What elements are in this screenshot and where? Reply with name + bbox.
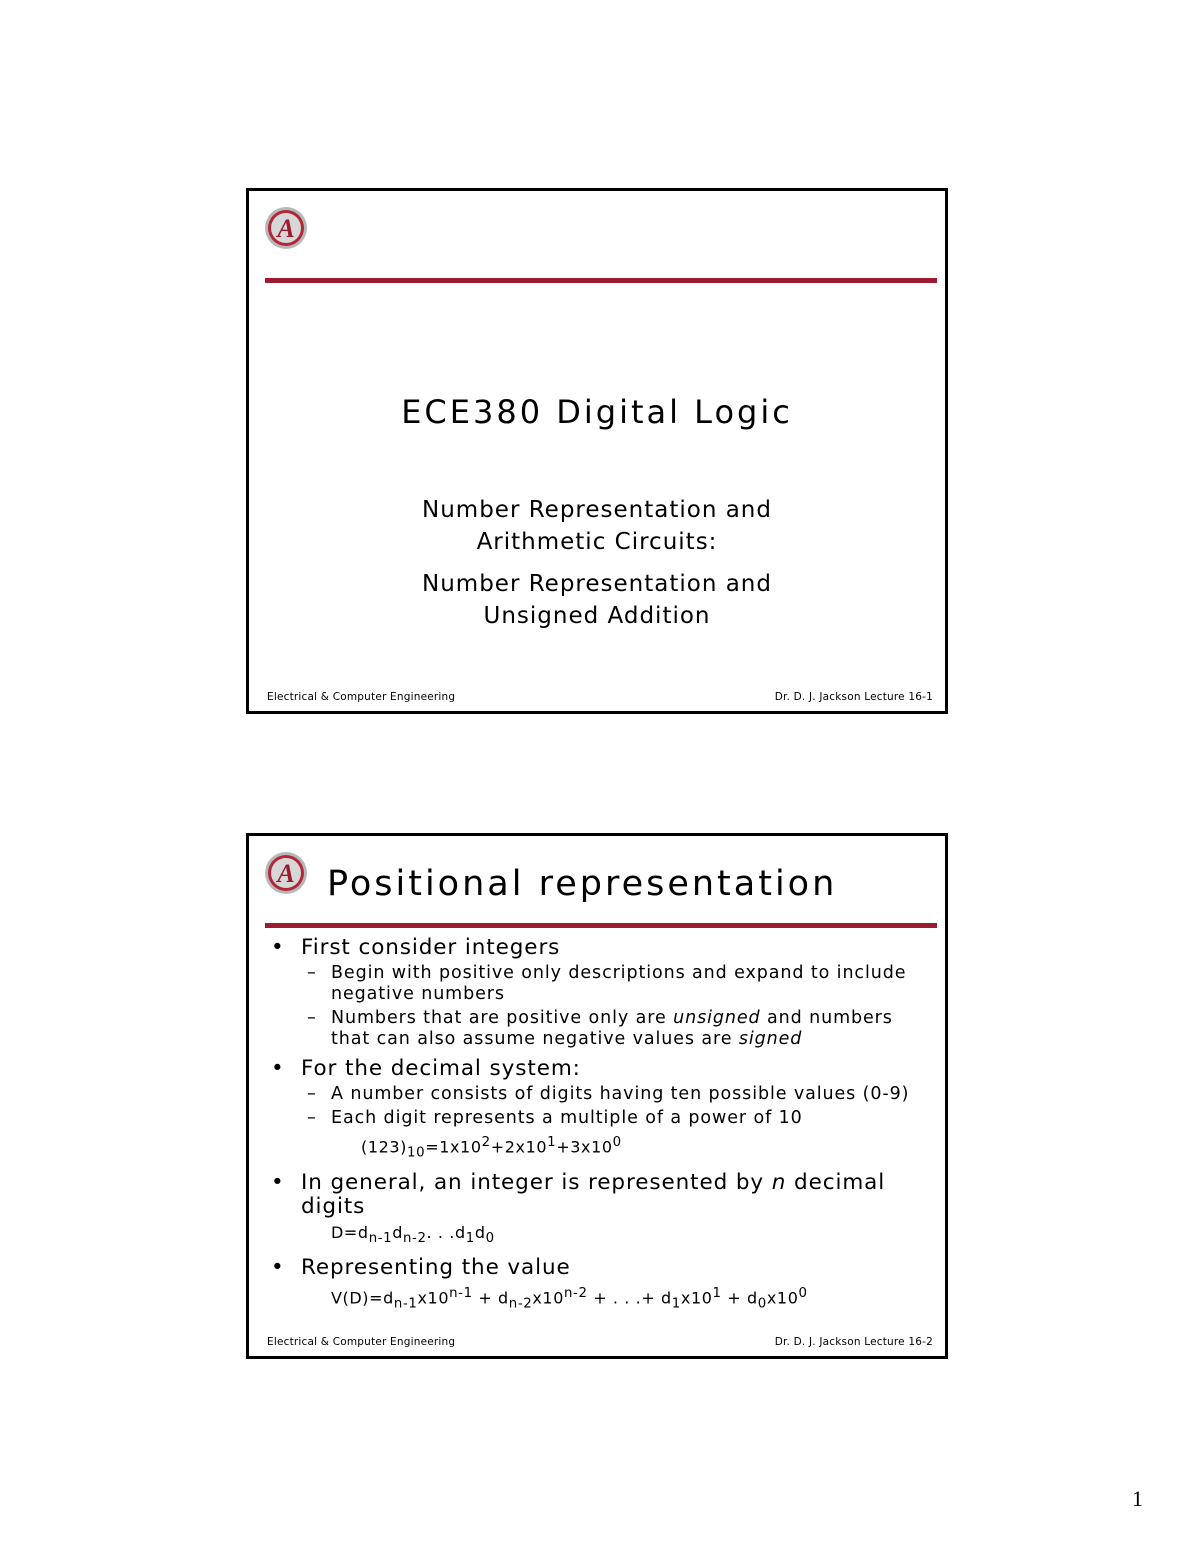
- footer-department: Electrical & Computer Engineering: [267, 1336, 456, 1348]
- bullet-representing-value: • Representing the value: [271, 1254, 571, 1280]
- slide-title: Positional representation: [327, 864, 838, 904]
- equation-value: $V(D)=d_{n-1}x10^{n-1} + d_{n-2}x10^{n-2}$ + . . .+ $d_1x10^1 + d_0x10^0$: [331, 1285, 808, 1312]
- university-logo-icon: [263, 205, 309, 251]
- slide-2: [246, 833, 948, 1359]
- slide-title: ECE380 Digital Logic: [401, 393, 793, 431]
- sub-bullet: – Each digit represents a multiple of a power of 10: [307, 1108, 803, 1128]
- title-divider: [265, 278, 937, 283]
- equation-digits: $D=d_{n-1}d_{n-2}$. . $.d_1d_0$: [331, 1222, 495, 1246]
- slide-1: [246, 188, 948, 714]
- bullet-general-integer: • In general, an integer is represented by n decimal digits: [271, 1169, 886, 1219]
- bullet-integers: • First consider integers: [271, 935, 561, 960]
- slide-subtitle-b: Number Representation and Unsigned Addition: [422, 571, 772, 629]
- slide-subtitle-a: Number Representation and Arithmetic Circuits:: [422, 497, 772, 555]
- page-number: 1: [1132, 1486, 1143, 1511]
- title-divider: [265, 923, 937, 928]
- slide-body: [271, 936, 925, 1317]
- footer-department: Electrical & Computer Engineering: [267, 691, 456, 703]
- svg-text:A: A: [277, 859, 295, 888]
- footer-lecture: Dr. D. J. Jackson Lecture 16-2: [774, 1336, 933, 1348]
- equation-example: $(123)_{10}=1x10^2+2x10^1+3x10^0$: [361, 1135, 622, 1161]
- sub-bullet: – Numbers that are positive only are unsigned and numbers that can also assume negative values are signed: [307, 1008, 893, 1049]
- sub-bullet: – Begin with positive only descriptions and expand to include negative numbers: [307, 963, 907, 1004]
- svg-text:A: A: [277, 214, 295, 243]
- footer-lecture: Dr. D. J. Jackson Lecture 16-1: [774, 691, 933, 703]
- bullet-decimal-system: • For the decimal system:: [271, 1056, 581, 1081]
- university-logo-icon: [263, 850, 309, 896]
- sub-bullet: – A number consists of digits having ten possible values (0-9): [307, 1084, 910, 1104]
